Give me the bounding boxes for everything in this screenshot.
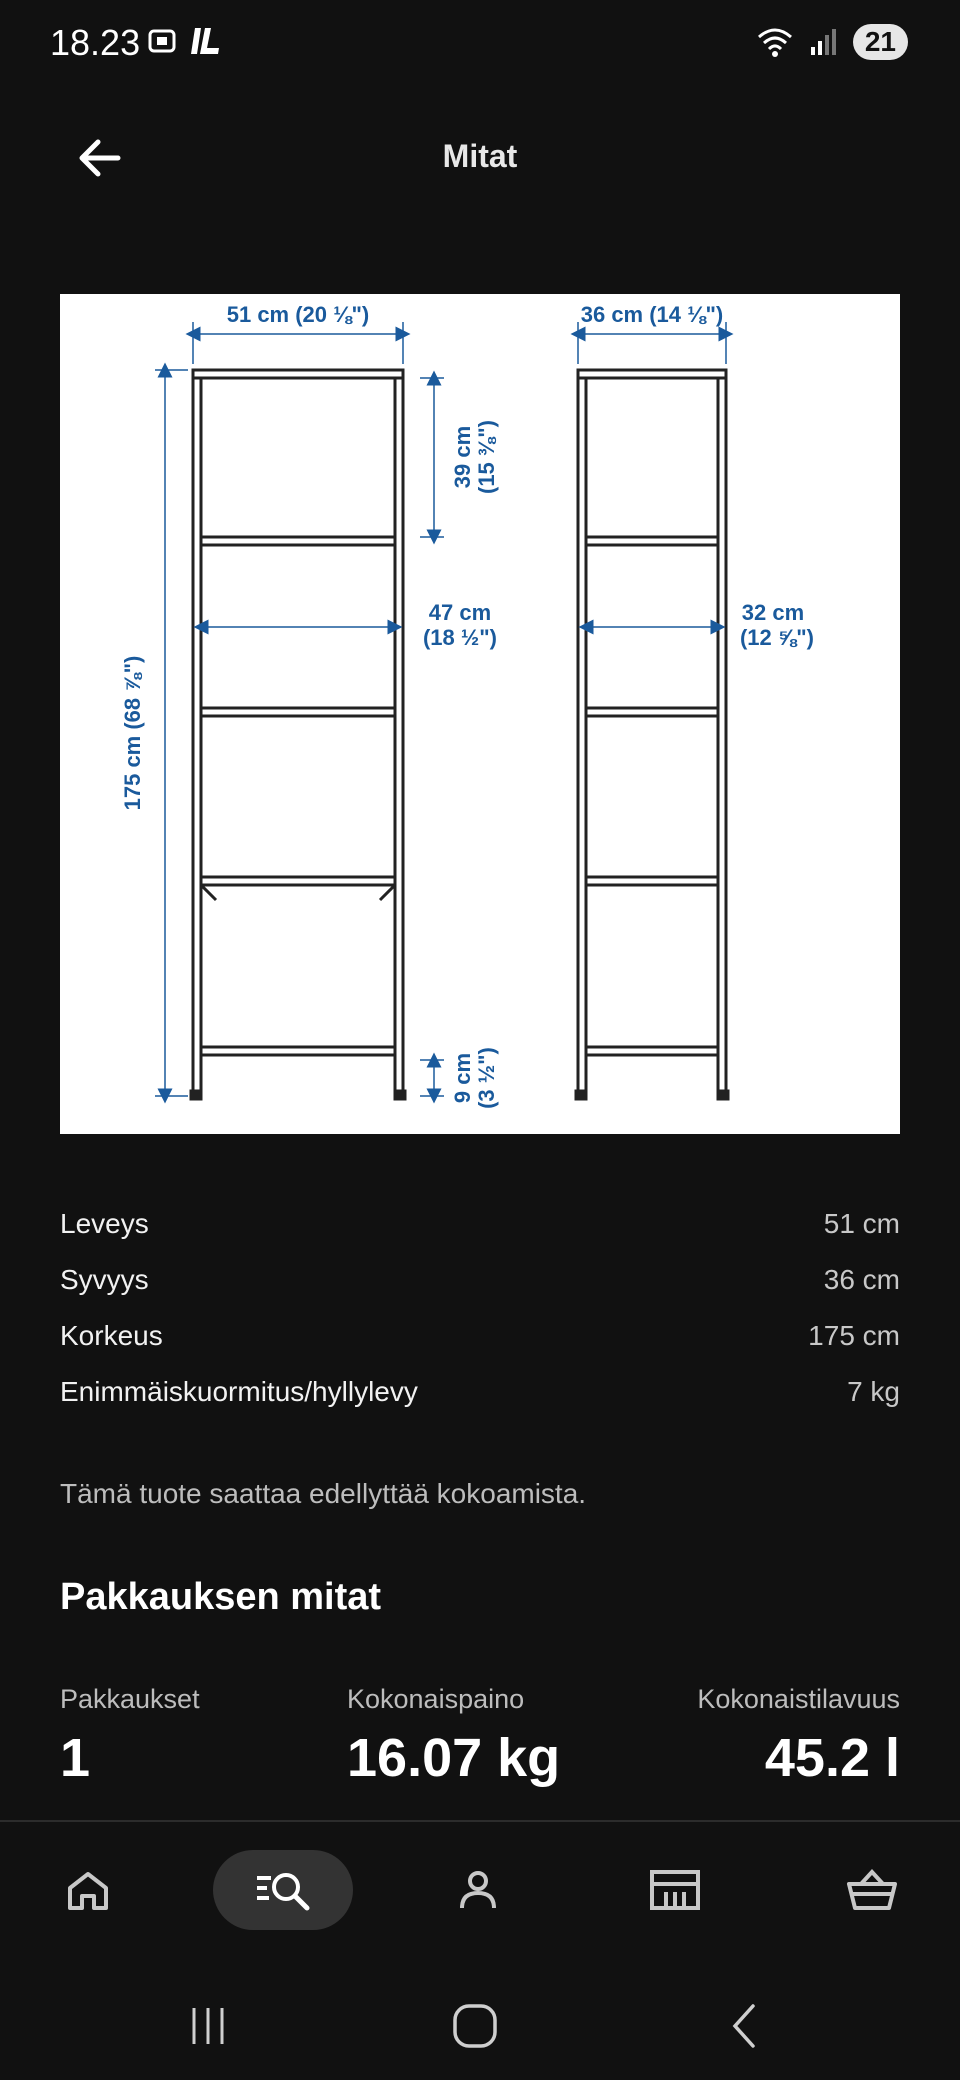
signal-icon (809, 27, 839, 57)
nav-search[interactable] (213, 1850, 353, 1930)
spec-label: Syvyys (60, 1264, 149, 1295)
package-count-block (60, 1684, 200, 1789)
package-volume-block (697, 1684, 900, 1789)
spec-value: 51 cm (823, 1208, 900, 1239)
system-nav-bar (0, 1960, 960, 2080)
chevron-left-icon (725, 2002, 765, 2050)
shelf-diagram-svg (60, 294, 900, 1134)
nav-basket[interactable] (802, 1850, 942, 1930)
spec-row-width (60, 1196, 900, 1252)
spec-label: Leveys (60, 1208, 149, 1239)
package-weight-block (347, 1684, 560, 1789)
spec-row-max-load (60, 1364, 900, 1420)
bottom-nav (0, 1820, 960, 1962)
spec-value: 7 kg (847, 1376, 900, 1407)
recent-apps-icon (186, 2004, 230, 2048)
width-dimension-label: 51 cm (20 ⅛") (226, 302, 370, 327)
front-view-shelf (191, 370, 405, 1099)
page-title: Mitat (442, 138, 518, 174)
dimension-spec-list (60, 1196, 900, 1420)
spec-value: 36 cm (823, 1264, 900, 1295)
recent-apps-button[interactable] (168, 1996, 248, 2056)
floor-gap-cm-label: 9 cm (450, 1052, 475, 1104)
basket-icon (845, 1866, 899, 1914)
package-volume-label: Kokonaistilavuus (697, 1684, 900, 1714)
screenshot-icon (145, 24, 179, 58)
profile-icon (454, 1866, 502, 1914)
home-circle-icon (451, 2002, 499, 2050)
status-time: 18.23 (50, 22, 141, 63)
spec-label: Enimmäiskuormitus/hyllylevy (60, 1376, 418, 1407)
package-count-label: Pakkaukset (60, 1684, 200, 1714)
height-dimension-label: 175 cm (68 ⅞") (120, 655, 145, 811)
inner-width-cm-label: 47 cm (428, 600, 492, 625)
shelf-gap-cm-label: 39 cm (450, 425, 475, 489)
nav-home[interactable] (18, 1850, 158, 1930)
app-notification-icon (189, 24, 223, 58)
inner-width-in-label: (18 ½") (422, 625, 498, 650)
depth-dimension-label: 36 cm (14 ⅛") (580, 302, 724, 327)
status-bar (0, 0, 960, 90)
nav-store[interactable] (605, 1850, 745, 1930)
battery-indicator: 21 (853, 24, 908, 60)
package-count-value: 1 (60, 1728, 91, 1788)
package-weight-label: Kokonaispaino (347, 1684, 525, 1714)
inner-depth-cm-label: 32 cm (741, 600, 805, 625)
status-notification-icons (145, 24, 223, 58)
system-back-button[interactable] (705, 1996, 785, 2056)
status-system-icons (755, 24, 908, 60)
nav-profile[interactable] (408, 1850, 548, 1930)
spec-value: 175 cm (808, 1320, 900, 1351)
assembly-note: Tämä tuote saattaa edellyttää kokoamista. (60, 1478, 587, 1509)
floor-gap-in-label: (3 ½") (474, 1047, 499, 1109)
spec-row-height (60, 1308, 900, 1364)
inner-depth-in-label: (12 ⅝") (739, 625, 815, 650)
search-icon (253, 1866, 313, 1914)
spec-label: Korkeus (60, 1320, 163, 1351)
shelf-gap-in-label: (15 ⅜") (474, 419, 499, 495)
store-icon (648, 1866, 702, 1914)
package-section-title: Pakkauksen mitat (60, 1576, 382, 1618)
app-header (0, 110, 960, 200)
home-button[interactable] (435, 1996, 515, 2056)
package-volume-value: 45.2 l (764, 1728, 900, 1788)
spec-row-depth (60, 1252, 900, 1308)
home-icon (64, 1866, 112, 1914)
side-view-shelf (576, 370, 728, 1099)
wifi-icon (755, 25, 795, 59)
dimension-diagram (60, 294, 900, 1134)
package-weight-value: 16.07 kg (347, 1728, 561, 1788)
